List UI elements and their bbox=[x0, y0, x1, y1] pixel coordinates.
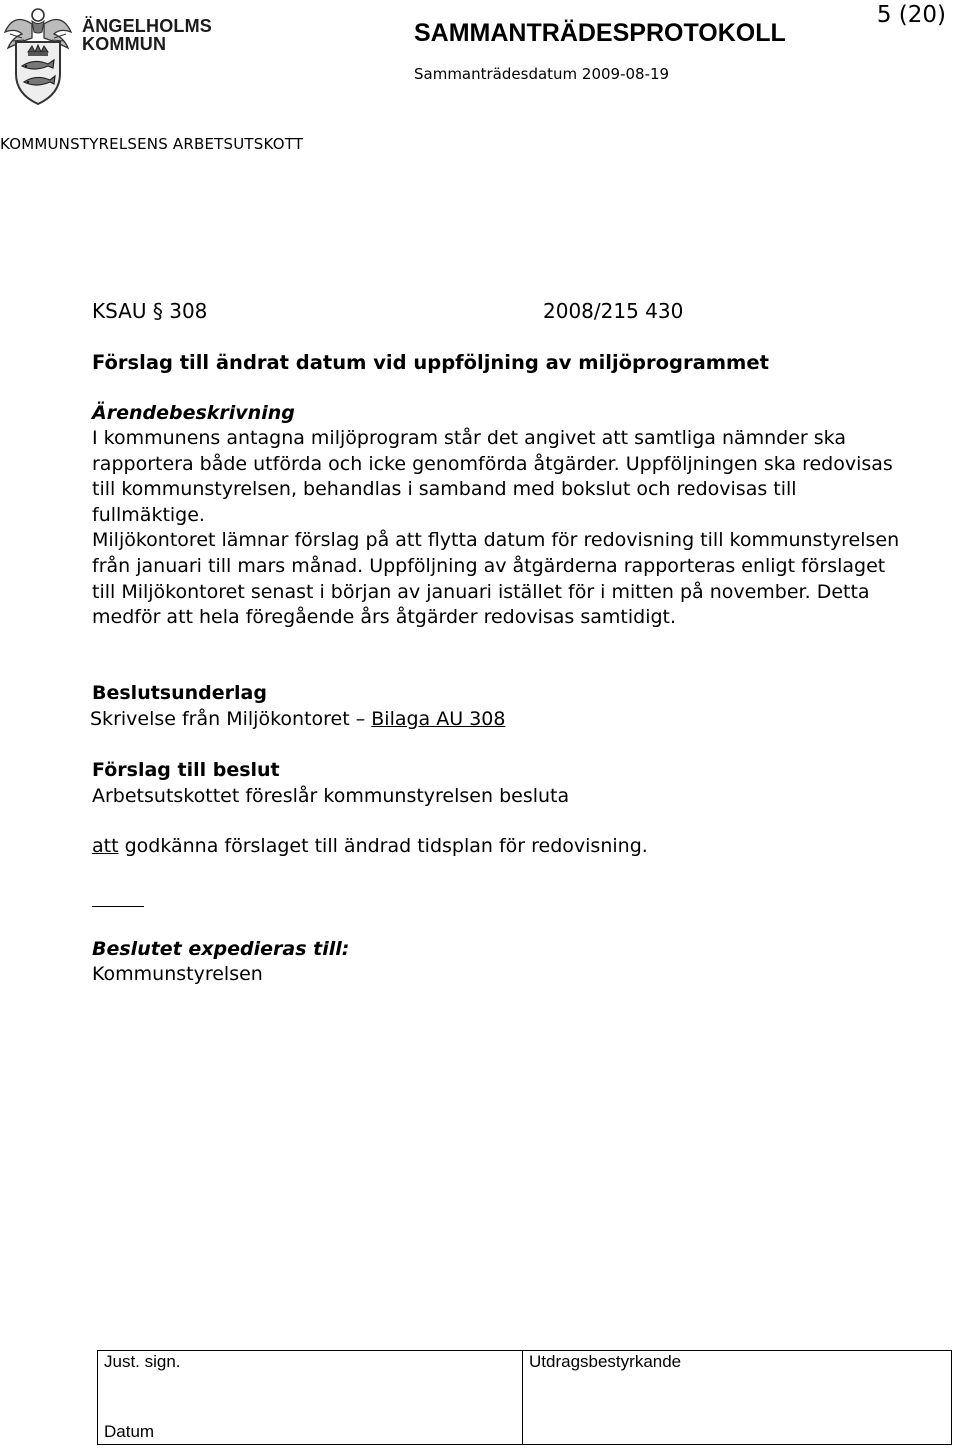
heading-forslag-till-beslut: Förslag till beslut bbox=[92, 759, 280, 781]
ksau-paragraph: KSAU § 308 bbox=[92, 299, 208, 323]
beslutsunderlag-line bbox=[90, 707, 910, 733]
arendebeskrivning-paragraph-1: I kommunens antagna miljöprogram står det angivet att samtliga nämnder ska rapportera både utförda och icke genomförda åtgärder. Uppföljningen ska redovisas till kommunstyrelsen, behandlas i samband med bokslut och redovisas till fullmäktige. bbox=[92, 427, 893, 526]
meeting-date: Sammanträdesdatum 2009-08-19 bbox=[414, 65, 670, 83]
page-number: 5 (20) bbox=[876, 2, 946, 28]
att-word: att bbox=[92, 835, 119, 857]
heading-arendebeskrivning: Ärendebeskrivning bbox=[92, 402, 295, 424]
just-sign-label: Just. sign. bbox=[104, 1352, 181, 1371]
committee-name: KOMMUNSTYRELSENS ARBETSUTSKOTT bbox=[0, 135, 304, 153]
datum-label: Datum bbox=[104, 1422, 155, 1441]
case-number: 2008/215 430 bbox=[543, 299, 684, 323]
arendebeskrivning-paragraph-2: Miljökontoret lämnar förslag på att flytta datum för redovisning till kommunstyrelsen från januari till mars månad. Uppföljning av åtgärderna rapporteras enligt förslaget till Miljökontoret senast i början av januari istället för i mitten på november. Detta medför att hela föregående års åtgärder redovisas samtidigt. bbox=[92, 529, 900, 629]
att-clause-text: godkänna förslaget till ändrad tidsplan för redovisning. bbox=[118, 835, 648, 857]
logo-text-kommun: KOMMUN bbox=[82, 34, 167, 54]
utdragsbestyrkande-label: Utdragsbestyrkande bbox=[529, 1352, 682, 1371]
subject-title: Förslag till ändrat datum vid uppföljning av miljöprogrammet bbox=[92, 351, 769, 374]
angelholm-coat-of-arms-icon bbox=[2, 4, 74, 108]
signature-box bbox=[97, 1350, 952, 1445]
arendebeskrivning-text bbox=[92, 426, 912, 631]
forslag-text: Arbetsutskottet föreslår kommunstyrelsen besluta bbox=[92, 785, 570, 807]
beslutsunderlag-text: Skrivelse från Miljökontoret – bbox=[90, 708, 372, 730]
signature-box-divider bbox=[522, 1350, 523, 1445]
section-divider bbox=[92, 906, 144, 907]
expedieras-recipient: Kommunstyrelsen bbox=[92, 963, 263, 985]
document-title: SAMMANTRÄDESPROTOKOLL bbox=[414, 19, 786, 47]
att-clause bbox=[92, 834, 912, 860]
bilaga-link[interactable]: Bilaga AU 308 bbox=[371, 708, 506, 730]
heading-beslutet-expedieras: Beslutet expedieras till: bbox=[92, 938, 350, 960]
heading-beslutsunderlag: Beslutsunderlag bbox=[92, 682, 267, 704]
logo-text-angelholms: ÄNGELHOLMS bbox=[82, 16, 212, 36]
